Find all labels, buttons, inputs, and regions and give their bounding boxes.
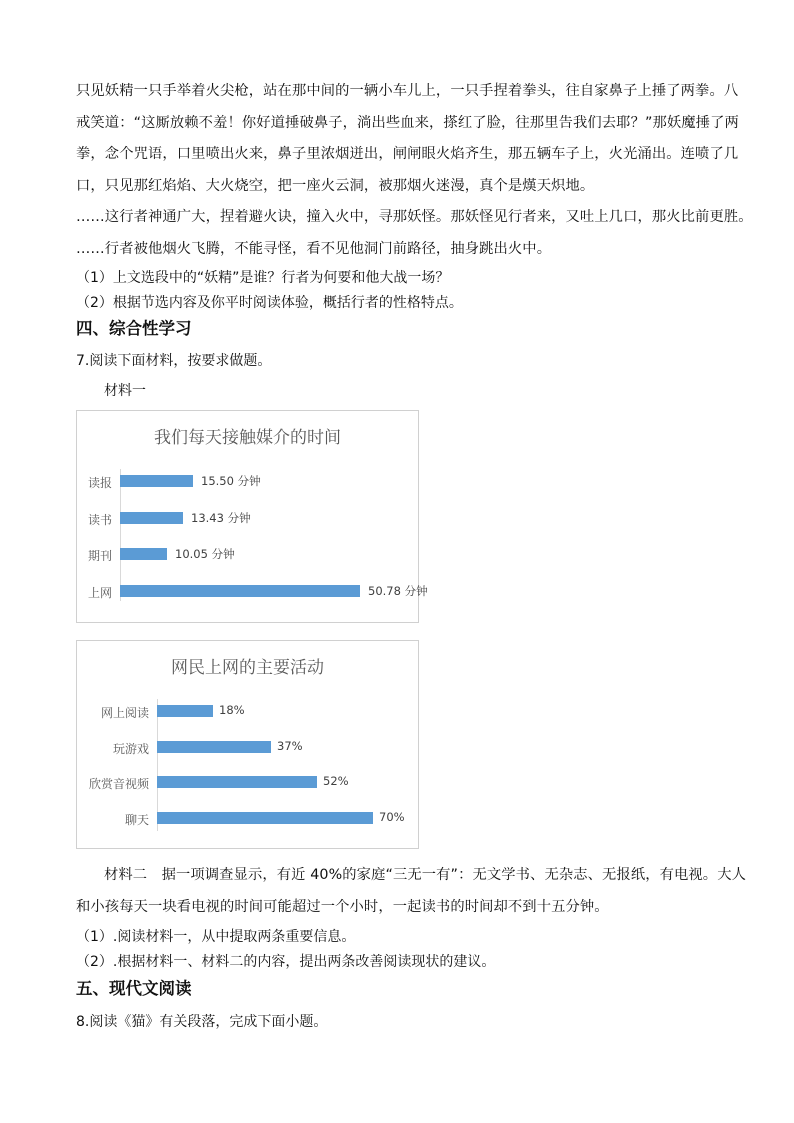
chart-bar: [157, 741, 271, 753]
chart-category-label: 聊天: [124, 812, 149, 827]
passage-line: ……行者被他烟火飞腾，不能寻怪，看不见他洞门前路径，抽身跳出火中。: [76, 240, 552, 257]
chart-category-label: 读报: [87, 476, 112, 490]
passage-line: 只见妖精一只手举着火尖枪，站在那中间的一辆小车儿上，一只手捏着拳头，往自家鼻子上捶了两拳。八: [76, 83, 739, 99]
chart-bar: [157, 705, 213, 717]
chart-data-label: 10.05 分钟: [175, 547, 235, 561]
material-2: [76, 860, 747, 923]
chart-online-activities: [76, 640, 419, 849]
material-1-label: 材料一: [104, 383, 146, 399]
passage-question-1: （1）上文选段中的“妖精”是谁？行者为何要和他大战一场？: [76, 270, 450, 286]
chart-category-label: 读书: [87, 512, 112, 527]
chart-bar: [157, 812, 373, 824]
chart-bar: [120, 548, 167, 560]
question-8: 8.阅读《猫》有关段落，完成下面小题。: [76, 1014, 328, 1030]
material-2-line: 材料二 据一项调查显示，有近 40%的家庭“三无一有”：无文学书、无杂志、无报纸，有电视。大人: [104, 867, 747, 883]
chart-data-label: 50.78 分钟: [368, 583, 428, 598]
passage-line: 拳，念个咒语，口里喷出火来，鼻子里浓烟迸出，闸闸眼火焰齐生，那五辆车子上，火光涌出。连喷了几: [76, 146, 739, 162]
passage: [76, 76, 753, 265]
chart-data-label: 18%: [219, 703, 245, 717]
section-heading: 四、综合性学习: [76, 319, 192, 338]
chart-axis: [120, 469, 121, 601]
passage-line: ……这行者神通广大，捏着避火诀，撞入火中，寻那妖怪。那妖怪见行者来，又吐上几口，那火比前更胜。: [76, 209, 753, 225]
passage-line: 戒笑道：“这厮放赖不羞！你好道捶破鼻子，淌出些血来，搽红了脸，往那里告我们去耶？”那妖魔捶了两: [76, 114, 739, 131]
chart-title: 网民上网的主要活动: [171, 658, 324, 678]
chart-category-label: 欣赏音视频: [88, 777, 149, 791]
chart-data-label: 15.50 分钟: [201, 474, 261, 488]
chart-category-label: 期刊: [87, 549, 112, 563]
chart-data-label: 70%: [379, 809, 405, 824]
chart-bar: [120, 512, 183, 524]
chart-title: 我们每天接触媒介的时间: [154, 428, 341, 448]
question-7-2: （2）.根据材料一、材料二的内容，提出两条改善阅读现状的建议。: [76, 954, 496, 970]
chart-data-label: 37%: [277, 738, 303, 753]
section-heading: 五、现代文阅读: [76, 979, 192, 998]
passage-question-2: （2）根据节选内容及你平时阅读体验，概括行者的性格特点。: [76, 295, 463, 311]
chart-bar: [120, 585, 360, 597]
question-7-1: （1）.阅读材料一，从中提取两条重要信息。: [76, 929, 356, 945]
chart-category-label: 网上阅读: [100, 706, 149, 720]
chart-data-label: 52%: [323, 774, 349, 788]
material-2-line: 和小孩每天一块看电视的时间可能超过一个小时，一起读书的时间却不到十五分钟。: [76, 898, 609, 915]
passage-line: 口，只见那红焰焰、大火烧空，把一座火云洞，被那烟火迷漫，真个是熯天炽地。: [76, 177, 595, 194]
question-7: 7.阅读下面材料，按要求做题。: [76, 353, 272, 369]
chart-media-time: [76, 410, 428, 623]
chart-data-label: 13.43 分钟: [191, 510, 251, 525]
chart-bar: [157, 776, 317, 788]
chart-category-label: 玩游戏: [112, 741, 149, 756]
chart-bar: [120, 475, 193, 487]
chart-category-label: 上网: [87, 585, 112, 600]
